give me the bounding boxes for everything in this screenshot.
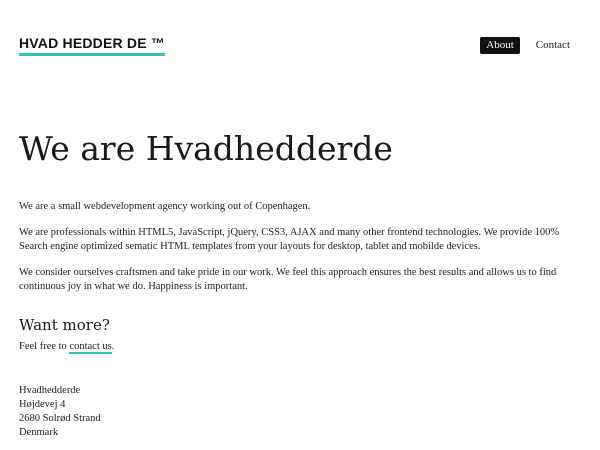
main-nav xyxy=(480,37,576,54)
want-more-heading: Want more? xyxy=(19,316,110,334)
contact-sentence xyxy=(19,340,581,354)
address-street: Højdevej 4 xyxy=(19,399,66,410)
contact-suffix: . xyxy=(111,341,115,352)
address-city: 2680 Solrød Strand xyxy=(19,413,101,424)
contact-us-link[interactable]: contact us xyxy=(69,341,112,352)
page-title: We are Hvadhedderde xyxy=(19,129,393,168)
address-name: Hvadhedderde xyxy=(19,385,81,396)
main-content xyxy=(19,200,581,440)
company-address xyxy=(19,384,581,440)
nav-about-link[interactable]: About xyxy=(480,37,520,54)
intro-paragraph: We are a small webdevelopment agency working out of Copenhagen. xyxy=(19,201,311,212)
philosophy-paragraph: We consider ourselves craftsmen and take pride in our work. We feel this approach ensures the best results and allows us to find continuous joy in what we do. Happiness is important. xyxy=(19,267,557,292)
site-logo[interactable]: HVAD HEDDER DE ™ xyxy=(19,36,165,56)
address-country: Denmark xyxy=(19,427,59,438)
contact-prefix: Feel free to xyxy=(19,341,70,352)
skills-paragraph: We are professionals within HTML5, JavaScript, jQuery, CSS3, AJAX and many other frontend technologies. We provide 100% Search engine optimized sematic HTML templates from your layouts for desktop, tablet and mobilde devices. xyxy=(19,227,560,252)
nav-contact-link[interactable]: Contact xyxy=(535,39,570,51)
